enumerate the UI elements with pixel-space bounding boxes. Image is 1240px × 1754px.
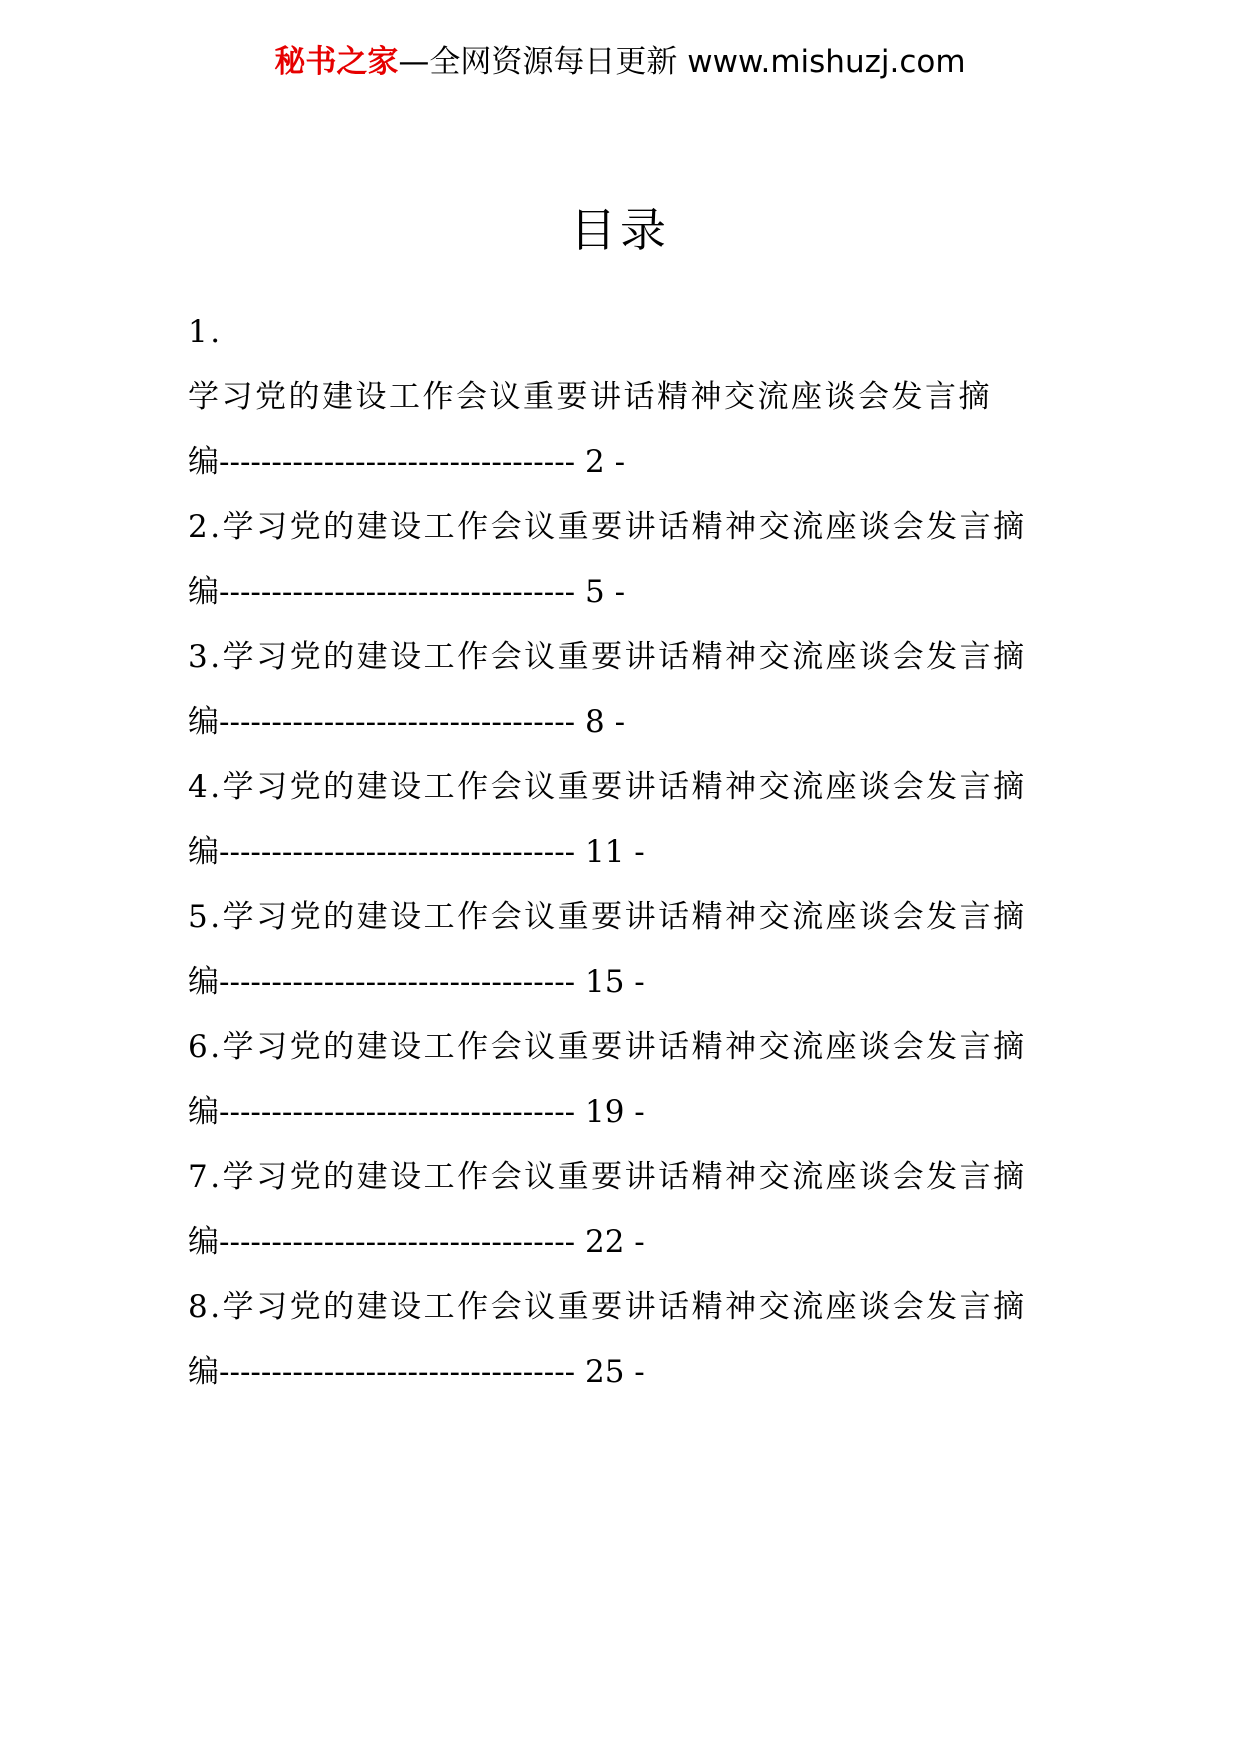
toc-entry-number: 5. — [188, 899, 223, 935]
toc-entry-3-page-line[interactable] — [188, 690, 1068, 755]
toc-entry-number: 4. — [188, 769, 223, 805]
toc-entry-7-title-line[interactable] — [188, 1145, 1068, 1210]
toc-page-number: 11 - — [575, 834, 645, 870]
toc-entry-title: 学习党的建设工作会议重要讲话精神交流座谈会发言摘 — [222, 509, 1027, 545]
brand-name: 秘书之家 — [274, 44, 399, 80]
toc-entry-tail: 编 — [188, 704, 219, 740]
toc-entry-tail: 编 — [188, 834, 219, 870]
toc-entry-number: 1. — [188, 314, 223, 350]
table-of-contents — [188, 300, 1068, 1405]
toc-leader: ---------------------------------- — [219, 964, 576, 1000]
toc-entry-2-page-line[interactable] — [188, 560, 1068, 625]
toc-entry-tail: 编 — [188, 1224, 219, 1260]
toc-page-number: 15 - — [575, 964, 645, 1000]
toc-entry-6-page-line[interactable] — [188, 1080, 1068, 1145]
toc-entry-tail: 编 — [188, 444, 219, 480]
toc-entry-8-title-line[interactable] — [188, 1275, 1068, 1340]
toc-entry-7-page-line[interactable] — [188, 1210, 1068, 1275]
toc-page-number: 25 - — [575, 1354, 645, 1390]
toc-entry-1-title-line[interactable] — [188, 365, 1068, 430]
toc-entry-number: 7. — [188, 1159, 223, 1195]
toc-entry-5-page-line[interactable] — [188, 950, 1068, 1015]
toc-entry-number: 2. — [188, 509, 223, 545]
toc-leader: ---------------------------------- — [219, 704, 576, 740]
toc-leader: ---------------------------------- — [219, 1094, 576, 1130]
toc-entry-tail: 编 — [188, 1094, 219, 1130]
toc-entry-tail: 编 — [188, 1354, 219, 1390]
toc-entry-4-title-line[interactable] — [188, 755, 1068, 820]
toc-entry-title: 学习党的建设工作会议重要讲话精神交流座谈会发言摘 — [188, 379, 992, 415]
toc-entry-number: 8. — [188, 1289, 223, 1325]
toc-page-number: 2 - — [575, 444, 626, 480]
toc-entry-4-page-line[interactable] — [188, 820, 1068, 885]
toc-leader: ---------------------------------- — [219, 1354, 576, 1390]
toc-entry-title: 学习党的建设工作会议重要讲话精神交流座谈会发言摘 — [222, 1159, 1027, 1195]
toc-page-number: 22 - — [575, 1224, 645, 1260]
toc-page-number: 5 - — [575, 574, 626, 610]
toc-page-number: 8 - — [575, 704, 626, 740]
toc-entry-number: 3. — [188, 639, 223, 675]
toc-entry-title: 学习党的建设工作会议重要讲话精神交流座谈会发言摘 — [222, 1289, 1027, 1325]
toc-entry-6-title-line[interactable] — [188, 1015, 1068, 1080]
toc-entry-1-page-line[interactable] — [188, 430, 1068, 495]
toc-leader: ---------------------------------- — [219, 834, 576, 870]
toc-page-number: 19 - — [575, 1094, 645, 1130]
toc-entry-8-page-line[interactable] — [188, 1340, 1068, 1405]
toc-entry-title: 学习党的建设工作会议重要讲话精神交流座谈会发言摘 — [222, 769, 1027, 805]
header-tagline: —全网资源每日更新 www.mishuzj.com — [398, 44, 966, 80]
toc-entry-1-number-line — [188, 300, 1068, 365]
toc-leader: ---------------------------------- — [219, 1224, 576, 1260]
toc-entry-tail: 编 — [188, 964, 219, 1000]
toc-entry-title: 学习党的建设工作会议重要讲话精神交流座谈会发言摘 — [222, 639, 1027, 675]
toc-leader: ---------------------------------- — [219, 444, 576, 480]
toc-entry-title: 学习党的建设工作会议重要讲话精神交流座谈会发言摘 — [222, 1029, 1027, 1065]
toc-entry-3-title-line[interactable] — [188, 625, 1068, 690]
toc-entry-title: 学习党的建设工作会议重要讲话精神交流座谈会发言摘 — [222, 899, 1027, 935]
toc-entry-number: 6. — [188, 1029, 223, 1065]
toc-leader: ---------------------------------- — [219, 574, 576, 610]
toc-entry-tail: 编 — [188, 574, 219, 610]
page-title: 目录 — [570, 203, 670, 257]
toc-entry-2-title-line[interactable] — [188, 495, 1068, 560]
toc-entry-5-title-line[interactable] — [188, 885, 1068, 950]
page-header — [0, 42, 1240, 82]
